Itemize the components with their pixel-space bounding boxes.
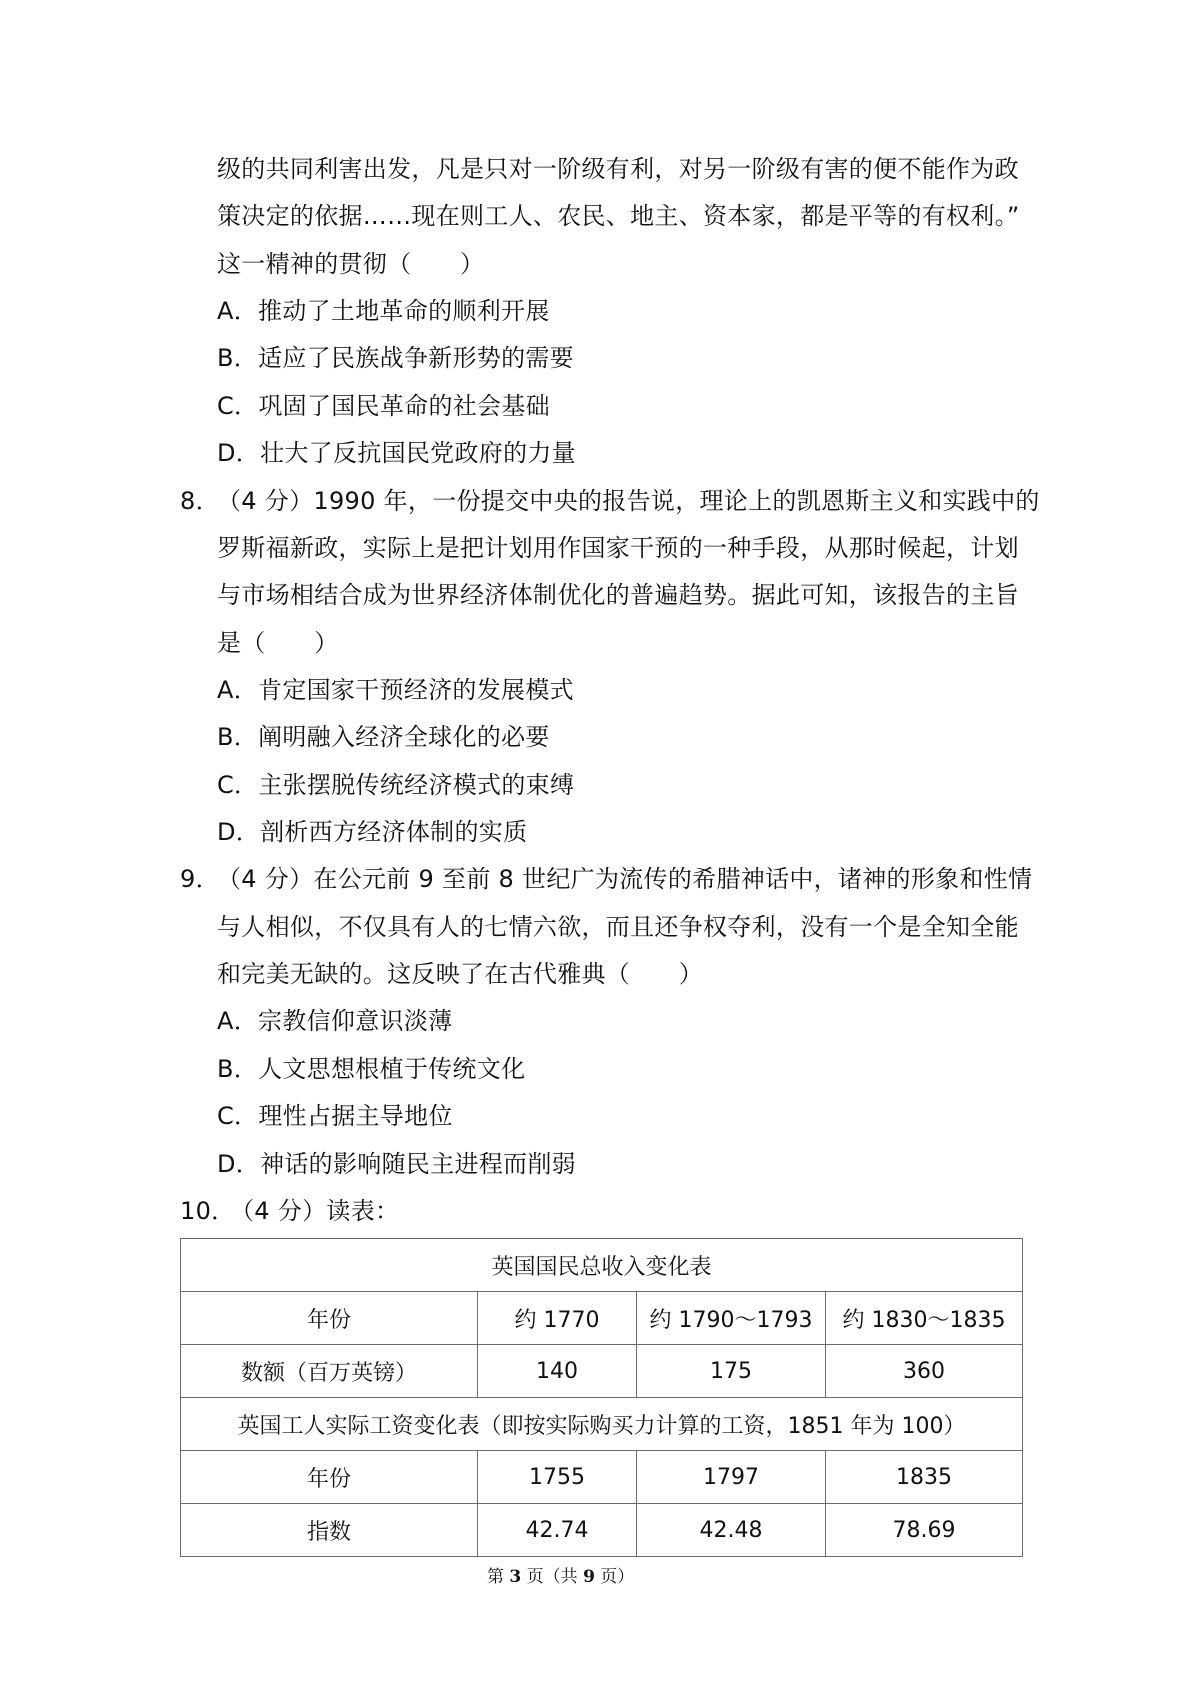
q7-option-d: D．壮大了反抗国民党政府的力量	[217, 439, 576, 468]
table-cell: 约 1770	[478, 1292, 637, 1345]
q9-option-b: B．人文思想根植于传统文化	[217, 1054, 526, 1083]
table-cell: 1797	[637, 1451, 826, 1504]
q9-text: （4 分）在公元前 9 至前 8 世纪广为流传的希腊神话中，诸神的形象和性情	[217, 865, 1033, 894]
q8-option-b: B．阐明融入经济全球化的必要	[217, 723, 550, 752]
table-cell: 指数	[181, 1504, 478, 1557]
wages-table-title: 英国工人实际工资变化表（即按实际购买力计算的工资，1851 年为 100）	[181, 1398, 1023, 1451]
footer-middle: 页（共	[521, 1567, 584, 1587]
table-cell: 约 1830～1835	[826, 1292, 1023, 1345]
footer-suffix: 页）	[594, 1567, 635, 1587]
q9-option-c: C．理性占据主导地位	[217, 1102, 453, 1131]
table-row	[181, 1345, 1023, 1398]
table-cell: 约 1790～1793	[637, 1292, 826, 1345]
table-cell: 42.48	[637, 1504, 826, 1557]
q9-text-line: 与人相似，不仅具有人的七情六欲，而且还争权夺利，没有一个是全知全能	[217, 912, 1019, 941]
q8-text: （4 分）1990 年，一份提交中央的报告说，理论上的凯恩斯主义和实践中的	[217, 486, 1040, 515]
page-footer	[487, 1562, 634, 1587]
q7-text-line: 策决定的依据……现在则工人、农民、地主、资本家，都是平等的有权利。”	[217, 202, 1020, 231]
table-cell: 年份	[181, 1451, 478, 1504]
q8-option-d: D．剖析西方经济体制的实质	[217, 818, 528, 847]
q8-option-c: C．主张摆脱传统经济模式的束缚	[217, 770, 575, 799]
table-cell: 数额（百万英镑）	[181, 1345, 478, 1398]
q9-option-d: D．神话的影响随民主进程而削弱	[217, 1149, 576, 1178]
q10-text: （4 分）读表：	[230, 1196, 400, 1225]
table-cell: 175	[637, 1345, 826, 1398]
q8-first-line	[180, 478, 1047, 525]
table-row	[181, 1504, 1023, 1557]
q8-text-line: 是（ ）	[217, 628, 339, 657]
q8-text-line: 罗斯福新政，实际上是把计划用作国家干预的一种手段，从那时候起，计划	[217, 533, 1019, 562]
table-cell: 140	[478, 1345, 637, 1398]
q7-option-a: A．推动了土地革命的顺利开展	[217, 297, 550, 326]
income-table-title: 英国国民总收入变化表	[181, 1239, 1023, 1292]
q7-text-line: 级的共同利害出发，凡是只对一阶级有利，对另一阶级有害的便不能作为政	[217, 155, 1019, 183]
table-row	[181, 1398, 1023, 1451]
footer-prefix: 第	[487, 1567, 510, 1587]
q9-text-line: 和完美无缺的。这反映了在古代雅典（ ）	[217, 960, 703, 989]
q8-number: 8．	[180, 486, 220, 515]
table-row	[181, 1239, 1023, 1292]
table-cell: 年份	[181, 1292, 478, 1345]
footer-total-pages: 9	[583, 1567, 595, 1587]
table-cell: 360	[826, 1345, 1023, 1398]
q7-text-line: 这一精神的贯彻（ ）	[217, 249, 485, 278]
table-row	[181, 1451, 1023, 1504]
data-table	[180, 1238, 1023, 1557]
q9-first-line	[180, 856, 1047, 903]
table-cell: 42.74	[478, 1504, 637, 1557]
q10-number: 10．	[180, 1196, 236, 1225]
q10-first-line	[180, 1188, 1047, 1235]
table-cell: 1835	[826, 1451, 1023, 1504]
question-content	[180, 146, 1047, 1235]
q7-option-b: B．适应了民族战争新形势的需要	[217, 344, 574, 373]
q9-option-a: A．宗教信仰意识淡薄	[217, 1007, 453, 1036]
table-row	[181, 1292, 1023, 1345]
q9-number: 9．	[180, 865, 220, 894]
q8-option-a: A．肯定国家干预经济的发展模式	[217, 675, 574, 704]
q7-option-c: C．巩固了国民革命的社会基础	[217, 391, 550, 420]
footer-page-number: 3	[509, 1567, 522, 1587]
q8-text-line: 与市场相结合成为世界经济体制优化的普遍趋势。据此可知，该报告的主旨	[217, 581, 1019, 610]
table-cell: 78.69	[826, 1504, 1023, 1557]
table-cell: 1755	[478, 1451, 637, 1504]
